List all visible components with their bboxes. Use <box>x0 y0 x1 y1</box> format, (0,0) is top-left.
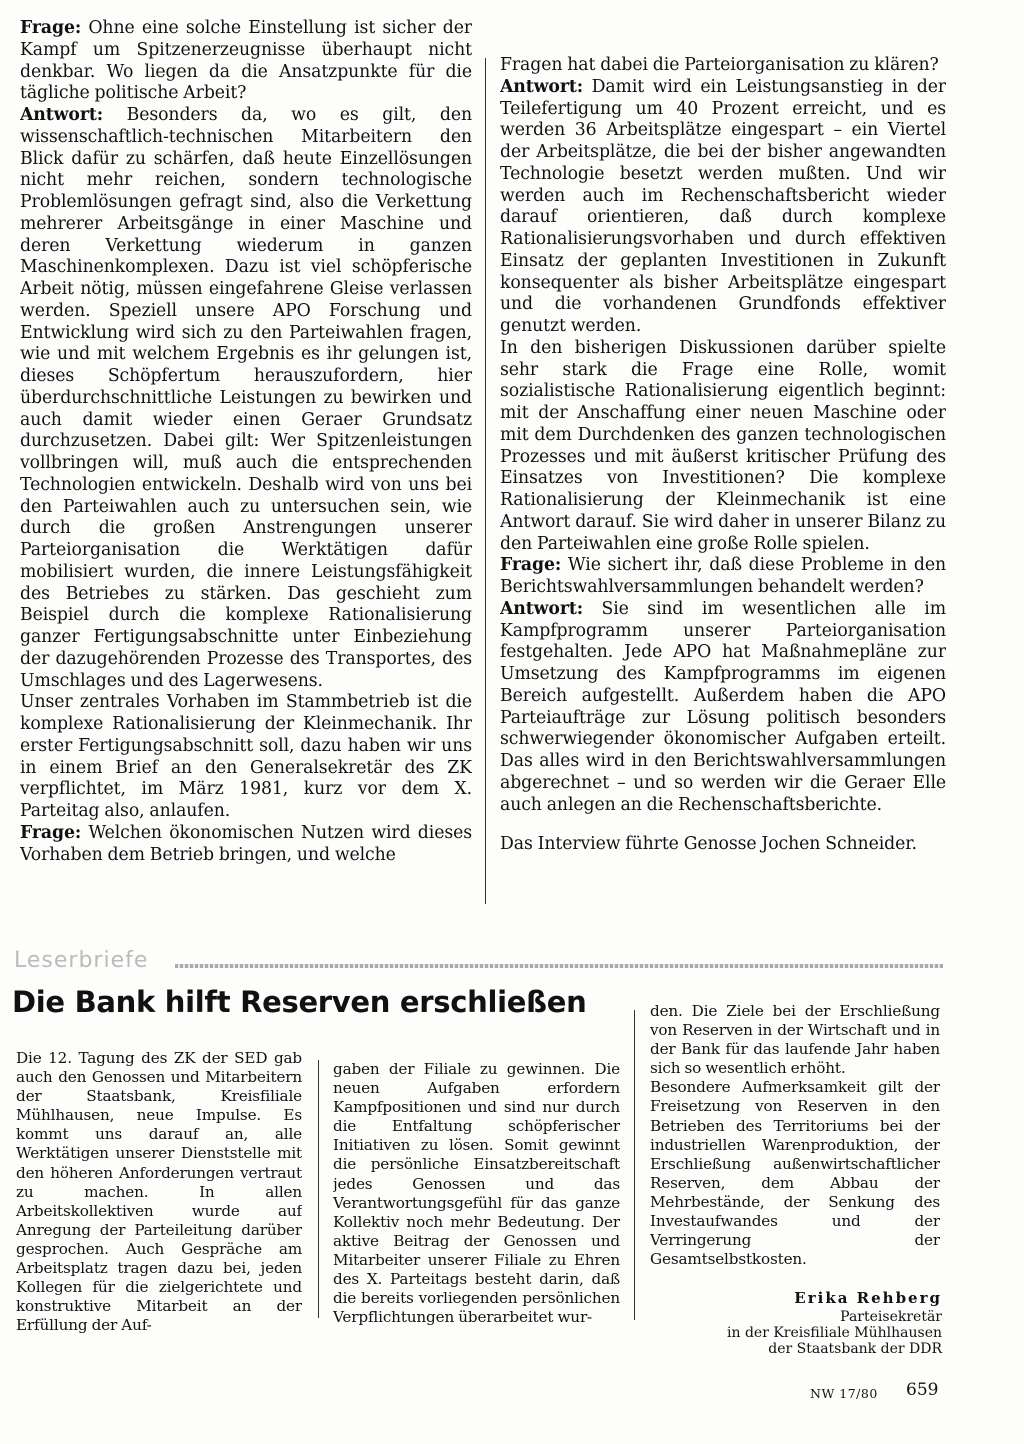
paragraph-text: Besonders da, wo es gilt, den wissenschaftlich-technischen Mitarbeitern den Blick dafür zu schärfen, daß heute Einzellösungen nicht mehr reichen, sondern technologische Problemlösungen gefragt sind, also die Verkettung mehrerer Arbeitsgänge in einer Maschine und deren Verkettung wiederum in ganzen Maschinenkomplexen. Dazu ist viel schöpferische Arbeit nötig, müssen eingefahrene Gleise verlassen werden. Speziell unsere APO Forschung und Entwicklung wird sich zu den Parteiwahlen fragen, wie und mit welchem Ergebnis es ihr gelungen ist, dieses Schöpfertum herauszufordern, hier überdurchschnittliche Leistungen zu bewirken und auch damit wieder einen Geraer Grundsatz durchzusetzen. Dabei gilt: Wer Spitzenleistungen vollbringen will, muß auch die entsprechenden Technologien entwickeln. Deshalb wird von uns bei den Parteiwahlen auch zu untersuchen sein, wie durch die großen Anstrengungen unserer Parteiorganisation die Werktätigen dafür mobilisiert wurden, die innere Leistungsfähigkeit des Betriebes zu stärken. Das geschieht zum Beispiel durch die komplexe Rationalisierung ganzer Fertigungsabschnitte unter Einbeziehung der dazugehörenden Prozesse des Transportes, des Umschlages und des Lagerwesens. <box>20 105 472 691</box>
signature-block <box>650 1290 942 1357</box>
paragraph-text: gaben der Filiale zu gewinnen. Die neuen Aufgaben erfordern Kampfpositionen und sind nur durch die Entfaltung schöpferischer Initiativen zu lösen. Somit gewinnt die persönliche Einsatzbereitschaft jedes Genossen und das Verantwortungsgefühl für das ganze Kollektiv noch mehr Bedeutung. Der aktive Beitrag der Genossen und Mitarbeiter unserer Filiale zu Ehren des X. Parteitags besteht darin, daß die bereits vorliegenden persönlichen Verpflichtungen überarbeitet wur- <box>333 1060 620 1327</box>
paragraph <box>20 18 472 105</box>
paragraph <box>20 823 472 867</box>
interview-credit: Das Interview führte Genosse Jochen Schneider. <box>500 834 917 855</box>
article-headline: Die Bank hilft Reserven erschließen <box>12 985 587 1019</box>
section-label: Leserbriefe <box>14 948 149 973</box>
author-affiliation: der Staatsbank der DDR <box>768 1341 942 1357</box>
column-divider <box>318 1060 319 1318</box>
section-rule <box>175 964 943 968</box>
paragraph <box>500 338 946 556</box>
paragraph <box>500 599 946 817</box>
paragraph <box>500 77 946 338</box>
paragraph-text: Welchen ökonomischen Nutzen wird dieses Vorhaben dem Betrieb bringen, und welche <box>20 822 472 865</box>
paragraph-text: Damit wird ein Leistungsanstieg in der Teilefertigung um 40 Prozent erreicht, und es werden 36 Arbeitsplätze eingespart – ein Viertel der Arbeitsplätze, die bei der bisher angewandten Technologie besetzt werden mußten. Und wir werden auch im Rechenschaftsbericht wieder darauf orientieren, daß durch komplexe Rationalisierungsvorhaben und durch effektiven Einsatz der geplanten Investitionen in Zukunft konsequenter als bisher Arbeitsplätze eingespart und die vorhandenen Grundfonds effektiver genutzt werden. <box>500 76 946 336</box>
paragraph <box>500 55 946 77</box>
author-role: Parteisekretär <box>840 1309 942 1325</box>
paragraph <box>20 692 472 823</box>
paragraph-text: Die 12. Tagung des ZK der SED gab auch den Genossen und Mitarbeitern der Staatsbank, Kreisfiliale Mühlhausen, neue Impulse. Es kommt uns darauf an, alle Werktätigen unserer Dienststelle mit den höheren Anforderungen vertraut zu machen. In allen Arbeitskollektiven wurde auf Anregung der Parteileitung darüber gesprochen. Auch Gespräche am Arbeitsplatz tragen dazu bei, jeden Kollegen für die zielgerichtete und konstruktive Mitarbeit an der Erfüllung der Auf- <box>16 1049 302 1335</box>
author-name: Erika Rehberg <box>794 1289 942 1307</box>
paragraph <box>20 105 472 692</box>
interview-column-left <box>20 18 472 918</box>
speaker-label: Antwort: <box>500 598 584 619</box>
interview-column-right <box>500 55 946 925</box>
paragraph-text: Unser zentrales Vorhaben im Stammbetrieb ist die komplexe Rationalisierung der Kleinmechanik. Ihr erster Fertigungsabschnitt soll, dazu haben wir uns in einem Brief an den Generalsekretär des ZK verpflichtet, im März 1981, kurz vor dem X. Parteitag also, anlaufen. <box>20 692 472 821</box>
issue-code: NW 17/80 <box>810 1386 878 1401</box>
author-affiliation: in der Kreisfiliale Mühlhausen <box>727 1325 942 1341</box>
speaker-label: Frage: <box>20 18 82 38</box>
column-divider <box>485 58 486 904</box>
paragraph-text: In den bisherigen Diskussionen darüber spielte sehr stark die Frage eine Rolle, womit sozialistische Rationalisierung eigentlich beginnt: mit der Anschaffung einer neuen Maschine oder mit dem Durchdenken des ganzen technologischen Prozesses und mit äußerst kritischer Prüfung des Einsatzes von Investitionen? Die komplexe Rationalisierung der Kleinmechanik ist eine Antwort darauf. Sie wird daher in unserer Bilanz zu den Parteiwahlen eine große Rolle spielen. <box>500 337 946 554</box>
letter-column-2 <box>333 1060 620 1330</box>
letter-column-1 <box>16 1049 302 1361</box>
speaker-label: Antwort: <box>20 105 104 125</box>
speaker-label: Antwort: <box>500 76 584 97</box>
column-divider <box>634 1010 635 1320</box>
paragraph-text: Fragen hat dabei die Parteiorganisation zu klären? <box>500 55 939 75</box>
paragraph-text: Wie sichert ihr, daß diese Probleme in den Berichtswahlversammlungen behandelt werden? <box>500 555 946 597</box>
paragraph-text: Sie sind im wesentlichen alle im Kampfprogramm unserer Parteiorganisation festgehalten. Jede APO hat Maßnahmepläne zur Umsetzung des Kampfprogramms im eigenen Bereich aufgestellt. Außerdem haben die APO Parteiaufträge zur Lösung politisch besonders schwerwiegender ökonomischer Aufgaben erteilt. Das alles wird in den Berichtswahlversammlungen abgerechnet – und so werden wir die Geraer Elle auch anlegen an die Rechenschaftsberichte. <box>500 598 946 815</box>
letter-column-3 <box>650 1002 940 1292</box>
paragraph-text: Ohne eine solche Einstellung ist sicher der Kampf um Spitzenerzeugnisse überhaupt nicht denkbar. Wo liegen da die Ansatzpunkte für die tägliche politische Arbeit? <box>20 18 472 104</box>
paragraph-text: Besondere Aufmerksamkeit gilt der Freisetzung von Reserven in den Betrieben des Territoriums bei der industriellen Warenproduktion, der Erschließung außenwirtschaftlicher Reserven, dem Abbau der Mehrbestände, der Senkung des Investaufwandes und der Verringerung der Gesamtselbstkosten. <box>650 1078 940 1269</box>
paragraph-text: den. Die Ziele bei der Erschließung von Reserven in der Wirtschaft und in der Bank für das laufende Jahr haben sich so wesentlich erhöht. <box>650 1002 940 1078</box>
speaker-label: Frage: <box>20 822 82 843</box>
speaker-label: Frage: <box>500 555 562 576</box>
paragraph <box>500 555 946 599</box>
page-number: 659 <box>906 1380 939 1400</box>
